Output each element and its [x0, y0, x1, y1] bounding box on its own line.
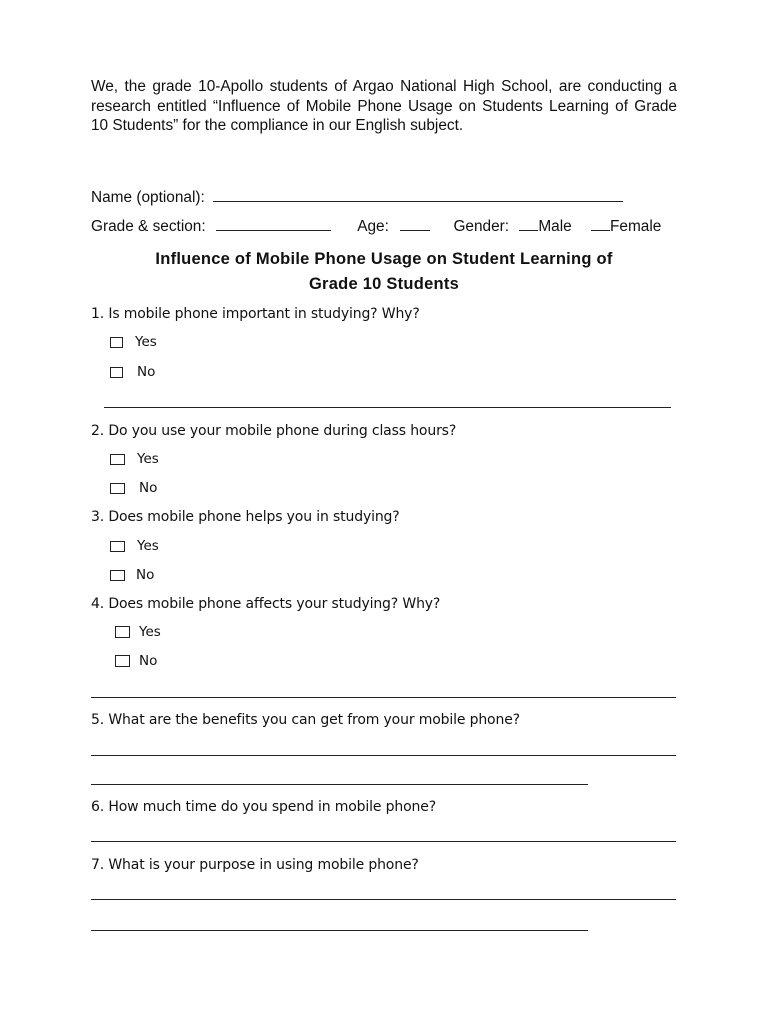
option-label: No	[139, 653, 158, 669]
female-input-line[interactable]	[591, 218, 610, 231]
checkbox-icon[interactable]	[110, 454, 125, 465]
option-label: No	[136, 567, 155, 583]
option-label: Yes	[135, 334, 157, 350]
question-7: 7. What is your purpose in using mobile phone?	[91, 857, 419, 873]
question-4: 4. Does mobile phone affects your studying? Why?	[91, 596, 441, 612]
checkbox-icon[interactable]	[110, 541, 125, 552]
q3-option-no[interactable]	[110, 567, 154, 583]
male-input-line[interactable]	[519, 218, 538, 231]
q1-answer-line[interactable]	[104, 407, 671, 408]
grade-age-gender-row	[91, 218, 661, 236]
intro-paragraph: We, the grade 10-Apollo students of Argao National High School, are conducting a research entitled “Influence of Mobile Phone Usage on Students Learning of Grade 10 Students” for the compliance in our English subject.	[91, 78, 677, 134]
male-label: Male	[538, 218, 572, 235]
name-field-row	[91, 189, 623, 207]
q4-answer-line[interactable]	[91, 697, 676, 698]
q3-option-yes[interactable]	[110, 538, 159, 554]
question-6: 6. How much time do you spend in mobile phone?	[91, 799, 436, 815]
name-label: Name (optional):	[91, 189, 205, 206]
q5-answer-line-2[interactable]	[91, 784, 588, 785]
question-2: 2. Do you use your mobile phone during class hours?	[91, 423, 457, 439]
q2-option-no[interactable]	[110, 480, 157, 496]
female-label: Female	[609, 218, 662, 235]
q1-option-no[interactable]	[110, 364, 155, 380]
checkbox-icon[interactable]	[115, 626, 130, 638]
question-3: 3. Does mobile phone helps you in studying?	[91, 509, 400, 525]
grade-input-line[interactable]	[216, 218, 331, 231]
q4-option-yes[interactable]	[115, 624, 161, 640]
q4-option-no[interactable]	[115, 653, 157, 669]
grade-label: Grade & section:	[91, 218, 206, 235]
gender-label: Gender:	[453, 218, 510, 235]
checkbox-icon[interactable]	[110, 367, 123, 378]
name-input-line[interactable]	[213, 189, 623, 202]
q1-option-yes[interactable]	[110, 334, 157, 350]
checkbox-icon[interactable]	[115, 655, 130, 667]
q7-answer-line-1[interactable]	[91, 899, 676, 900]
checkbox-icon[interactable]	[110, 570, 125, 581]
survey-title	[80, 247, 688, 297]
age-input-line[interactable]	[400, 218, 430, 231]
question-1: 1. Is mobile phone important in studying? Why?	[91, 306, 420, 322]
q7-answer-line-2[interactable]	[91, 930, 588, 931]
q5-answer-line-1[interactable]	[91, 755, 676, 756]
option-label: No	[139, 480, 158, 496]
title-line-2: Grade 10 Students	[308, 275, 460, 293]
option-label: Yes	[137, 538, 159, 554]
checkbox-icon[interactable]	[110, 337, 123, 348]
checkbox-icon[interactable]	[110, 483, 125, 494]
q2-option-yes[interactable]	[110, 451, 159, 467]
option-label: Yes	[137, 451, 159, 467]
title-line-1: Influence of Mobile Phone Usage on Student Learning of	[155, 250, 613, 268]
question-5: 5. What are the benefits you can get from your mobile phone?	[91, 712, 520, 728]
option-label: Yes	[139, 624, 161, 640]
q6-answer-line[interactable]	[91, 841, 676, 842]
age-label: Age:	[357, 218, 389, 235]
option-label: No	[137, 364, 156, 380]
